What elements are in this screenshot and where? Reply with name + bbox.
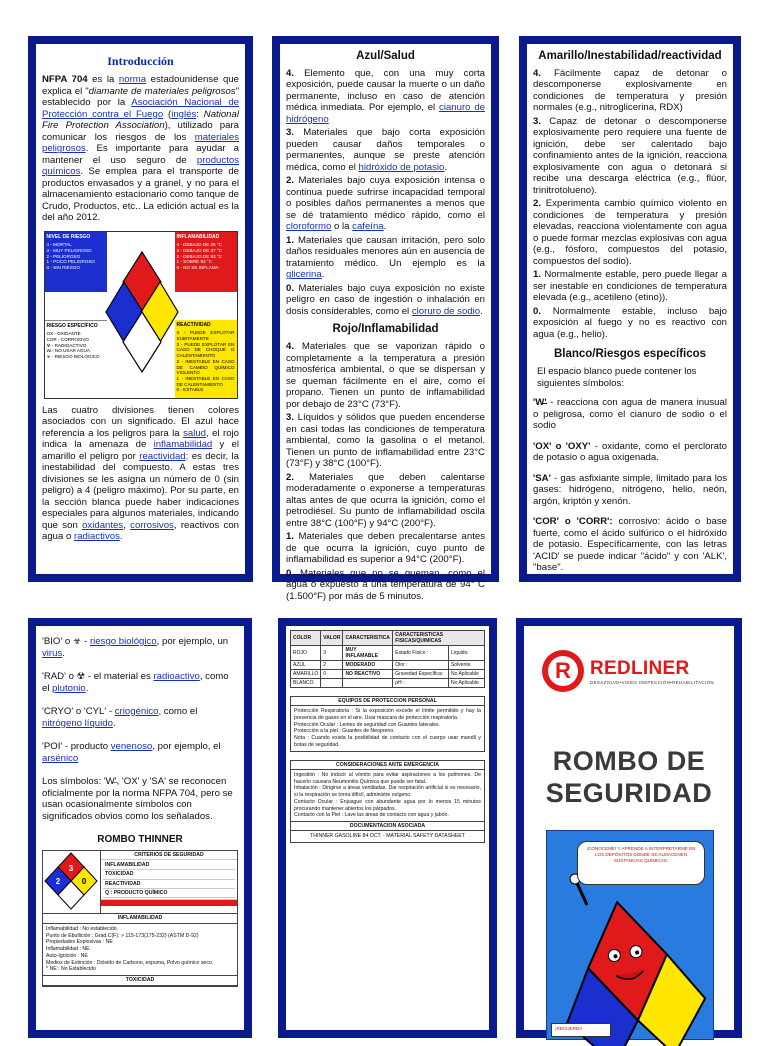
list-line: 0 - SIN RIESGO [46, 265, 80, 271]
thinner-criteria-table [101, 851, 237, 913]
inline-link[interactable]: oxidantes [82, 519, 124, 531]
azul-list [286, 68, 485, 318]
section-title-amarillo: Amarillo/Inestabilidad/reactividad [538, 50, 722, 62]
inline-link[interactable]: reactividad [139, 450, 186, 462]
redliner-logo [542, 650, 716, 692]
table-row [291, 670, 485, 679]
list-line: ☣ - RIESGO BIOLÓGICO [46, 354, 100, 360]
thinner-yellow-value: 0 [81, 877, 87, 886]
list-line: Contacto Ocular : Enjuague con abundante agua por lo menos 15 minutos procurando mantener abiertos los párpados. [294, 798, 481, 812]
list-item: 1. Materiales que deben precalentarse antes de que ocurra la ignición, cuyo punto de inflamabilidad es superior a 94°C (200°F). [286, 531, 485, 566]
list-line: ☢ - RADIOACTIVO [46, 342, 87, 348]
list-line: 2 - DEBAJO DE 93 °C [176, 253, 222, 259]
thinner-blue-value: 2 [55, 877, 61, 886]
table-header-cell: CARACTERISTICA [343, 631, 393, 646]
blanco-list [533, 397, 727, 574]
list-line: 3 - DEBAJO DE 37 °C [176, 247, 222, 253]
list-line: W̶ - NO USAR AGUA [46, 348, 90, 354]
list-item: 2. Materiales bajo cuya exposición intensa o continua puede sufrirse incapacidad temporal o posibles daños permanentes a menos que se dé tratamiento médico rápido, como el cloroformo o la cafeína. [286, 175, 485, 233]
list-line: Ingestión : No inducir al vómito para evitar aspiraciones a los pulmones. De hacerlo causara Neumonitis Química que puede ser fatal. [294, 771, 481, 785]
nfpa-diagram [44, 231, 238, 399]
list-line: 4 - DEBAJO DE 25 °C [176, 242, 222, 248]
list-item: 1. Materiales que causan irritación, pero solo daños residuales menores aún en ausencia de tratamiento médico. Un ejemplo es la glicerina. [286, 234, 485, 281]
legend-yellow-reactivity: REACTIVIDAD 4 - PUEDE EXPLOTAR SUBITAMENTE 3 - PUEDE EXPLOTAR EN CASO DE CHOQUE O CALENTAMIENTO 2 - INESTABLE EN CASO DE CAMBIO QUÍMICO VIOLENTO 1 - INESTABLE EN CASO DE CALENTAMIENTO 0 - ESTABLE [175, 320, 237, 398]
table-cell: Líquido. [448, 646, 484, 661]
thinner-criteria-rows [101, 860, 237, 900]
cover-title: ROMBO DE SEGURIDAD [545, 746, 713, 808]
panel-simbolos-thinner [28, 618, 252, 1038]
inline-link[interactable]: productos químicos [42, 154, 239, 178]
list-item: 'CRYO' o 'CYL' - criogénico, como el nitrógeno líquido. [42, 706, 198, 729]
list-item: 2. Materiales que deben calentarse moderadamente o exponerse a temperaturas altas antes de que ocurra la ignición, como el petrodiésel. Su punto de inflamabilidad oscila entre 38°C (100°F) y 94°C (200°F). [286, 471, 485, 529]
table-row [291, 646, 485, 661]
inline-link[interactable]: radioactivo [153, 671, 200, 682]
list-item: 'POI' - producto venenoso, por ejemplo, el arsénico [42, 741, 221, 764]
list-line: Protección a la piel : Guantes de Neopreno. [294, 728, 395, 735]
table-cell: NO REACTIVO [343, 670, 393, 679]
brand-tagline: DESAZOLVE•VIDEO INSPECCIÓN•REHABILITACIÓN [590, 679, 714, 685]
list-line: Protección Respiratoria : Si la exposición excede el límite permitido y hay la presencia de gases en el aire. Usar mascara de protección respiratoria. [294, 708, 481, 721]
list-line: 1 - INESTABLE EN CASO DE CALENTAMIENTO [176, 376, 235, 387]
table-cell: AMARILLO [291, 670, 321, 679]
list-item: 3. Capaz de detonar o descomponerse explosivamente pero requiere una fuente de ignición, debe ser calentado bajo confinamiento antes de la ignición, reacciona explosivamente con agua o detonará si recibe una descarga eléctrica (e.g., flúor, trinitrotolueno). [533, 115, 727, 196]
inline-link[interactable]: cafeína [352, 221, 384, 233]
emergency-lines [291, 770, 484, 821]
list-line: 4 - MORTAL [46, 242, 72, 248]
table-cell: Solvente. [448, 661, 484, 670]
inline-link[interactable]: hidróxido de potasio [358, 161, 445, 173]
list-item: 'SA' - gas asfixiante simple, limitado para los gases: hidrógeno, nitrógeno, helio, neón, argón, kriptón y xenón. [533, 472, 727, 507]
table-row [291, 661, 485, 670]
characteristics-body [291, 646, 485, 688]
doc-text: THINNER GASOLINE 84 OCT. - MATERIAL SAFETY DATASHEET [310, 833, 465, 840]
list-line: TOXICIDAD [103, 870, 235, 879]
panel-hoja-seguridad [278, 618, 497, 1038]
table-cell [343, 679, 393, 688]
inline-link[interactable]: inglés [171, 108, 197, 120]
amarillo-list [533, 68, 727, 341]
inline-link[interactable]: radiactivos [74, 531, 120, 543]
inline-link[interactable]: glicerina [286, 269, 322, 281]
list-line: 2 - INESTABLE EN CASO DE CAMBIO QUÍMICO VIOLENTO [176, 358, 235, 376]
section-title-blanco: Blanco/Riesgos específicos [553, 348, 707, 361]
table-cell: Gravedad Específica: [393, 670, 449, 679]
list-item: 0. Materiales que no se queman, como el agua o expuesto a una temperatura de 94° C (1.500°F) por más de 5 minutos. [286, 567, 485, 602]
thinner-card [42, 850, 238, 914]
thinner-diamond-icon [43, 851, 99, 911]
table-row [291, 679, 485, 688]
list-line: COR - CORROSIVO [46, 336, 89, 342]
panel-portada [516, 618, 742, 1038]
list-line: Inflamabilidad : No establecido. [46, 925, 119, 932]
brand-name: REDLINER [590, 657, 690, 679]
table-header-cell: CARACTERISTICAS FISICAS/QUIMICAS [393, 631, 485, 646]
table-cell: MODERADO [343, 661, 393, 670]
inline-link[interactable]: virus [42, 647, 63, 659]
legend-blue-health: NIVEL DE RIESGO 4 - MORTAL 3 - MUY PELIGROSO 2 - PELIGROSO 1 - POCO PELIGROSO 0 - SIN RIESGO [45, 232, 107, 292]
list-item: 'COR' o 'CORR': corrosivo: ácido o base fuerte, como el ácido sulfúrico o el hidróxido de potasio. Específicamente, con las letras 'ACID' se puede indicar "ácido" y con 'ALK', "base". [533, 516, 727, 574]
list-item: 4. Elemento que, con una muy corta exposición, puede causar la muerte o un daño permanente, incluso en caso de atención médica inmediata. Por ejemplo, el cianuro de hidrógeno [286, 67, 485, 125]
characteristics-table [290, 630, 485, 688]
list-line: Propiedades Explosivas : NE [46, 939, 113, 946]
epp-title: EQUIPOS DE PROTECCION PERSONAL [291, 697, 484, 706]
list-line: REACTIVIDAD [103, 880, 235, 889]
epp-section [290, 696, 485, 752]
emergency-section [290, 760, 485, 843]
table-cell: Olor : [393, 661, 449, 670]
thinner-detail-lines [43, 924, 237, 975]
list-line: 0 - NO SE INFLAMA [176, 265, 219, 271]
table-cell: 3 [321, 646, 343, 661]
list-item: 3. Líquidos y sólidos que pueden encenderse en casi todas las condiciones de temperatura ambiental, como la gasolina o el metanol. Tienen un punto de inflamabilidad entre 23°C (73°F) y 38°C (100°F). [286, 412, 485, 470]
nfpa-diamond-icon [105, 250, 179, 380]
list-line: Inhalación : Dirigirse a áreas ventiladas. Dar respiración artificial si es necesario, si la respiración se torna difícil, administre oxígeno. [294, 785, 481, 799]
inline-link[interactable]: Asociación Nacional de Protección contra el Fuego [42, 97, 239, 120]
list-line: OX - OXIDANTE [46, 331, 81, 337]
table-header-cell: VALOR [321, 631, 343, 646]
inline-link[interactable]: salud [183, 427, 207, 439]
thinner-title: ROMBO THINNER [97, 834, 183, 845]
list-line: * NE : No Establecido [46, 966, 96, 973]
table-cell: No Aplicable [448, 670, 484, 679]
list-item: 4. Fácilmente capaz de detonar o descomponerse explosivamente en condiciones de temperatura y presión normales (e.g., nitroglicerina, RDX) [533, 67, 727, 114]
table-cell: No Aplicable [448, 679, 484, 688]
thinner-diamond [43, 851, 101, 913]
panel-azul-rojo [272, 36, 499, 602]
list-item: 0. Normalmente estable, incluso bajo exposición al fuego y no es reactivo con agua (e.g., helio). [533, 305, 727, 340]
list-line: INFLAMABILIDAD [103, 861, 235, 870]
emergency-title: CONSIDERACIONES ANTE EMERGENCIA [291, 761, 484, 770]
panel-introduccion [28, 36, 253, 582]
list-item: 'RAD' o ☢ - el material es radioactivo, como el plutonio. [42, 671, 229, 694]
thinner-detail [42, 914, 238, 987]
section-title-introduccion: Introducción [107, 54, 174, 68]
intro-paragraph: NFPA 704 es la norma estadounidense que explica el "diamante de materiales peligrosos" establecido por la Asociación Nacional de Protección contra el Fuego (inglés: National Fire Protection Association), utilizado para comunicar los riesgos de los materiales peligrosos. Es importante para ayudar a mantener el uso seguro de productos químicos. Se emplea para el transporte de productos envasados y a granel, y no para el almacenamiento estacionario como tanque de Crudo, Productos, etc.. La edición actual es la del año 2012. [42, 74, 239, 224]
mascot-illustration [546, 830, 714, 1040]
inline-link[interactable]: materiales peligrosos [42, 131, 239, 155]
table-cell [321, 679, 343, 688]
inline-link[interactable]: cloroformo [286, 221, 332, 233]
table-cell: pH : [393, 679, 449, 688]
list-line: 1 - SOBRE 93 °C [176, 259, 213, 265]
list-line: Inflamabilidad : NE [46, 946, 90, 952]
thinner-criteria-title: CRITERIOS DE SEGURIDAD [101, 851, 237, 860]
list-item: 'BIO' o ☣ - riesgo biológico, por ejemplo, un virus. [42, 636, 229, 659]
rojo-list [286, 341, 485, 602]
list-item: 4. Materiales que se vaporizan rápido o completamente a la temperatura a presión atmosférica ambiental, o que se dispersan y se queman fácilmente en el aire, como el propano. Tienen un punto de inflamabilidad por debajo de 23°C (73°F). [286, 341, 485, 410]
list-line: 4 - PUEDE EXPLOTAR SUBITAMENTE [176, 330, 235, 341]
list-item: 'W̶' - reacciona con agua de manera inusual o peligrosa, como el cianuro de sodio o el sodio [533, 397, 727, 432]
speech-bubble-bottom: ¡RECUERDA [551, 1023, 611, 1037]
thinner-red-bar [101, 900, 237, 906]
list-item: 2. Experimenta cambio químico violento en condiciones de temperatura y presión elevadas, reacciona violentamente con agua o puede formar mezclas explosivas con agua (e.g., fósforo, compuestos del potasio, compuestos del sodio). [533, 198, 727, 267]
section-title-azul: Azul/Salud [356, 50, 415, 62]
list-line: Contacto con la Piel : Lave las áreas de contacto con agua y jabón. [294, 812, 449, 819]
legend-red-flammability: INFLAMABILIDAD 4 - DEBAJO DE 25 °C 3 - DEBAJO DE 37 °C 2 - DEBAJO DE 93 °C 1 - SOBRE 93 °C 0 - NO SE INFLAMA [175, 232, 237, 292]
list-item: 3. Materiales que bajo corta exposición pueden causar daños temporales o permanentes, aunque se preste atención médica, como el hidróxido de potasio. [286, 127, 485, 173]
inline-link[interactable]: nitrógeno líquido [42, 717, 113, 729]
inline-link[interactable]: norma [118, 74, 147, 86]
inline-link[interactable]: arsénico [42, 752, 79, 764]
inline-link[interactable]: cianuro de hidrógeno [286, 102, 485, 125]
table-cell: AZUL [291, 661, 321, 670]
table-header-cell: COLOR [291, 631, 321, 646]
list-item: 0. Materiales bajo cuya exposición no existe peligro en caso de ingestión o inhalación en dosis considerables, como el cloruro de sodio. [286, 282, 485, 317]
legend-white-specific: RIESGO ESPECÍFICO OX - OXIDANTE COR - CORROSIVO ☢ - RADIOACTIVO W̶ - NO USAR AGUA ☣ - RIESGO BIOLÓGICO [45, 320, 107, 398]
thinner-tox-title: TOXICIDAD [43, 975, 237, 986]
table-cell: Estado Físico : [393, 646, 449, 661]
inline-link[interactable]: venenoso [110, 741, 153, 752]
inline-link[interactable]: plutonio [52, 682, 86, 694]
table-cell: ROJO [291, 646, 321, 661]
list-line: Punto de Ebullición : Grad.C(F): > 115-173(175-232) (ASTM D-92) [46, 932, 199, 939]
list-line: Q : PRODUCTO QUÍMICO [103, 889, 235, 898]
list-line: Auto-Ignición : NE [46, 952, 88, 959]
divisions-paragraph: Las cuatro divisiones tienen colores asociados con un significado. El azul hace referencia a los peligros para la salud, el rojo indica la amenaza de inflamabilidad y el amarillo el peligro por reactividad: es decir, la inestabilidad del compuesto. A estas tres divisiones se les asigna un número de 0 (sin peligro) a 4 (peligro máximo). Por su parte, en la sección blanca puede haber indicaciones especiales para algunos materiales, indicando que son oxidantes, corrosivos, reactivos con agua o radiactivos. [42, 404, 239, 543]
thinner-detail-title: INFLAMABILIDAD [43, 914, 237, 924]
inline-link[interactable]: criogénico [114, 706, 159, 717]
table-cell: BLANCO [291, 679, 321, 688]
table-cell: MUY INFLAMABLE [343, 646, 393, 661]
table-cell: 2 [321, 661, 343, 670]
inline-link[interactable]: riesgo biológico [89, 636, 157, 647]
inline-link[interactable]: cloruro de sodio [411, 305, 481, 317]
list-line: Medios de Extinción : Dióxido de Carbono, espuma, Polvo químico seco. [46, 959, 214, 966]
list-line: Nota : Cuando exista la posibilidad de contacto con el cuerpo usar mandil y botas de seguridad. [294, 735, 481, 748]
speech-bubble: ¡CONOCEME! Y APRENDE A INTERPRETARME EN LOS DEPÓSITOS DONDE SE ALMACENEN SUSTANCIAS QUÍMICAS. [577, 841, 705, 885]
section-title-rojo: Rojo/Inflamabilidad [332, 323, 439, 336]
inline-link[interactable]: inflamabilidad [153, 439, 213, 451]
list-line: Protección Ocular : Lentes de seguridad con Guantes laterales. [294, 721, 440, 728]
list-item: 1. Normalmente estable, pero puede llegar a ser inestable en condiciones de temperatura elevada (e.g., acetileno (etino)). [533, 269, 727, 304]
list-line: 1 - POCO PELIGROSO [46, 259, 96, 265]
list-line: 0 - ESTABLE [176, 387, 204, 393]
doc-title: DOCUMENTACION ASOCIADA [291, 821, 484, 831]
thinner-red-value: 3 [68, 864, 74, 873]
list-line: 2 - PELIGROSO [46, 253, 81, 259]
blanco-intro: El espacio blanco puede contener los siguientes símbolos: [537, 366, 697, 389]
table-cell: 0 [321, 670, 343, 679]
epp-lines [291, 706, 484, 751]
list-item: Los símbolos: 'W̶', 'OX' y 'SA' se reconocen oficialmente por la norma NFPA 704, pero se usan ocasionalmente símbolos con significados obvios como los señalados. [42, 776, 233, 822]
logo-r-icon: R [542, 650, 584, 692]
panel-amarillo-blanco [519, 36, 741, 582]
symbols-list [42, 636, 238, 822]
list-line: 3 - PUEDE EXPLOTAR EN CASO DE CHOQUE O CALENTAMIENTO [176, 341, 235, 359]
list-item: 'OX' o 'OXY' - oxidante, como el perclorato de potasio o agua oxigenada. [533, 440, 727, 464]
characteristics-header [291, 631, 485, 646]
list-line: 3 - MUY PELIGROSO [46, 247, 92, 253]
inline-link[interactable]: corrosivos [130, 519, 174, 531]
